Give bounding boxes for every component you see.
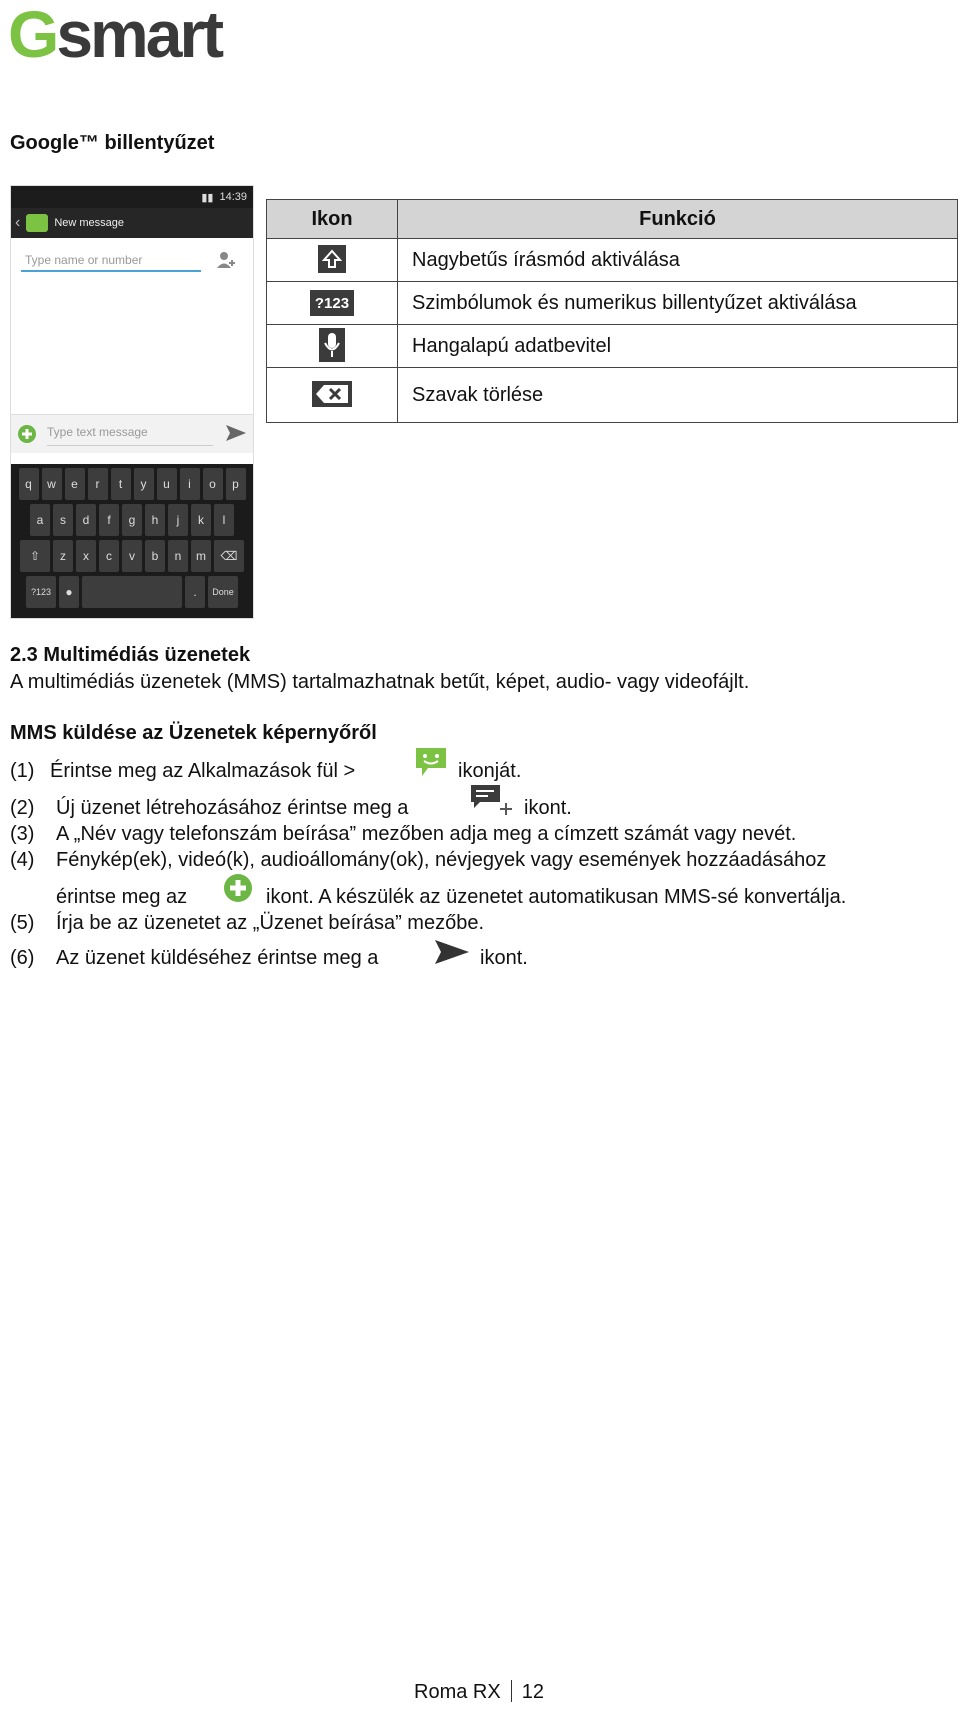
message-input: Type text message bbox=[47, 421, 213, 446]
list-item-suffix: ikonját. bbox=[458, 760, 522, 782]
messaging-app-icon bbox=[26, 214, 48, 232]
attach-plus-icon bbox=[222, 872, 254, 904]
key-v: v bbox=[122, 540, 142, 572]
key-n: n bbox=[168, 540, 188, 572]
status-bar bbox=[11, 186, 253, 208]
virtual-keyboard bbox=[11, 464, 253, 618]
dot-key: . bbox=[185, 576, 205, 608]
backspace-key-icon: ⌫ bbox=[214, 540, 244, 572]
symbols-key: ?123 bbox=[26, 576, 56, 608]
table-header bbox=[267, 200, 958, 239]
key-f: f bbox=[99, 504, 119, 536]
footer-separator bbox=[511, 1680, 512, 1702]
icon-function-table bbox=[266, 199, 958, 423]
key-t: t bbox=[111, 468, 131, 500]
done-key: Done bbox=[208, 576, 238, 608]
footer-model: Roma RX bbox=[414, 1681, 501, 1703]
new-message-icon bbox=[470, 784, 514, 816]
key-u: u bbox=[157, 468, 177, 500]
key-c: c bbox=[99, 540, 119, 572]
list-item: (1) Érintse meg az Alkalmazások fül > bbox=[10, 760, 356, 782]
list-item: (6) Az üzenet küldéséhez érintse meg a bbox=[10, 947, 379, 969]
key-x: x bbox=[76, 540, 96, 572]
section-title: 2.3 Multimédiás üzenetek bbox=[10, 644, 251, 666]
gsmart-logo: G smart bbox=[8, 0, 222, 71]
action-bar bbox=[11, 208, 253, 238]
keyboard-heading: Google™ billentyűzet bbox=[10, 132, 215, 154]
key-g: g bbox=[122, 504, 142, 536]
send-icon bbox=[434, 938, 470, 966]
page-footer bbox=[414, 1680, 544, 1704]
key-s: s bbox=[53, 504, 73, 536]
key-e: e bbox=[65, 468, 85, 500]
table-row bbox=[267, 282, 958, 325]
key-l: l bbox=[214, 504, 234, 536]
subheading: MMS küldése az Üzenetek képernyőről bbox=[10, 722, 377, 744]
key-o: o bbox=[203, 468, 223, 500]
key-k: k bbox=[191, 504, 211, 536]
key-i: i bbox=[180, 468, 200, 500]
status-time: 14:39 bbox=[219, 191, 247, 203]
table-row bbox=[267, 325, 958, 368]
phone-screenshot bbox=[10, 185, 254, 619]
list-item: (2) Új üzenet létrehozásához érintse meg a bbox=[10, 797, 409, 819]
key-r: r bbox=[88, 468, 108, 500]
section-intro: A multimédiás üzenetek (MMS) tartalmazhatnak betűt, képet, audio- vagy videofájlt. bbox=[10, 671, 750, 693]
function-cell: Szavak törlése bbox=[398, 368, 958, 423]
backspace-icon bbox=[312, 381, 352, 407]
function-cell: Hangalapú adatbevitel bbox=[398, 325, 958, 368]
shift-icon bbox=[318, 245, 346, 273]
attach-plus-icon bbox=[17, 424, 37, 444]
compose-bar bbox=[11, 414, 253, 453]
list-item-suffix: ikont. bbox=[480, 947, 528, 969]
recipient-input: Type name or number bbox=[21, 248, 201, 272]
list-item: (4) Fénykép(ek), videó(k), audioállomány(ok), névjegyek vagy események hozzáadásához bbox=[10, 849, 827, 871]
list-item-suffix: ikont. bbox=[524, 797, 572, 819]
shift-key-icon: ⇧ bbox=[20, 540, 50, 572]
table-row bbox=[267, 368, 958, 423]
list-item: (5) Írja be az üzenetet az „Üzenet beírása” mezőbe. bbox=[10, 912, 485, 934]
list-item: (3) A „Név vagy telefonszám beírása” mezőben adja meg a címzett számát vagy nevét. bbox=[10, 823, 797, 845]
send-icon bbox=[225, 424, 247, 442]
back-chevron-icon: ‹ bbox=[15, 214, 21, 231]
list-item-suffix: ikont. A készülék az üzenetet automatikusan MMS-sé konvertálja. bbox=[266, 886, 847, 908]
space-key bbox=[82, 576, 182, 608]
key-z: z bbox=[53, 540, 73, 572]
function-cell: Nagybetűs írásmód aktiválása bbox=[398, 239, 958, 282]
key-j: j bbox=[168, 504, 188, 536]
key-h: h bbox=[145, 504, 165, 536]
screen-title: New message bbox=[54, 217, 125, 229]
recipient-row bbox=[21, 248, 237, 274]
key-a: a bbox=[30, 504, 50, 536]
key-p: p bbox=[226, 468, 246, 500]
key-d: d bbox=[76, 504, 96, 536]
keyboard-row-4 bbox=[13, 576, 251, 608]
keyboard-row-3 bbox=[13, 540, 251, 572]
table-row bbox=[267, 239, 958, 282]
page-number: 12 bbox=[521, 1681, 544, 1703]
list-item-continuation: érintse meg az bbox=[56, 886, 188, 908]
signal-icon: ▮▮ bbox=[201, 191, 214, 204]
mic-key-icon: ● bbox=[59, 576, 79, 608]
key-b: b bbox=[145, 540, 165, 572]
key-y: y bbox=[134, 468, 154, 500]
symbols-icon: ?123 bbox=[310, 290, 354, 316]
messaging-app-icon bbox=[414, 746, 448, 778]
keyboard-row-2 bbox=[13, 504, 251, 536]
function-cell: Szimbólumok és numerikus billentyűzet aktiválása bbox=[398, 282, 958, 325]
key-m: m bbox=[191, 540, 211, 572]
key-w: w bbox=[42, 468, 62, 500]
microphone-icon bbox=[319, 328, 345, 362]
key-q: q bbox=[19, 468, 39, 500]
keyboard-row-1 bbox=[13, 468, 251, 500]
header-function: Funkció bbox=[398, 200, 958, 239]
header-icon: Ikon bbox=[267, 200, 398, 239]
add-contact-icon bbox=[215, 250, 235, 270]
